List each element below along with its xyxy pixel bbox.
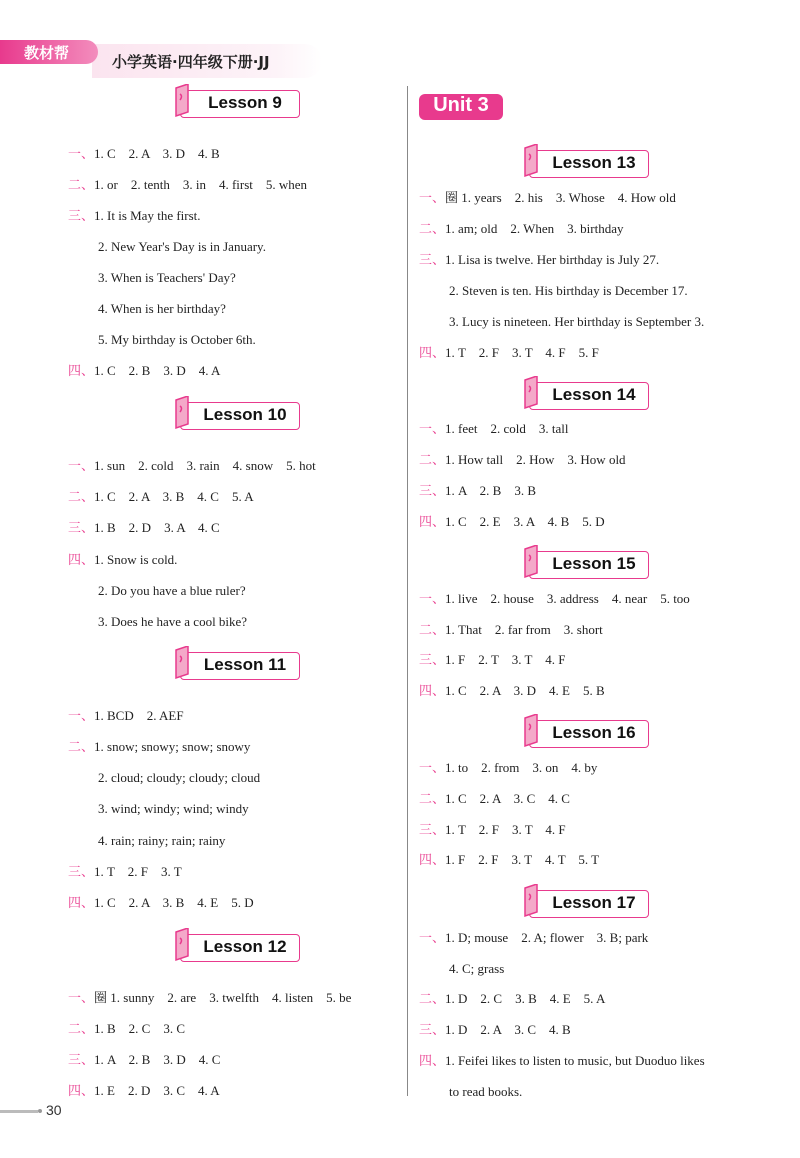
footer-rule [0, 1110, 38, 1113]
column-divider [407, 86, 408, 1096]
answer-line: 4. C; grass [449, 961, 505, 976]
answer-line: 二、1. C 2. A 3. C 4. C [419, 791, 570, 807]
page-number: 30 [46, 1102, 62, 1118]
lesson-title: Lesson 11 [203, 655, 287, 674]
book-title: 小学英语·四年级下册·JJ [112, 53, 270, 71]
lesson-12-heading [174, 932, 299, 962]
answer-line: 3. When is Teachers' Day? [98, 270, 236, 285]
footer-dot [38, 1109, 42, 1113]
lesson-title: Lesson 14 [552, 385, 636, 404]
answer-line: 四、1. Snow is cold. [68, 552, 178, 568]
answer-line: 三、1. T 2. F 3. T [68, 864, 182, 880]
answer-line: 二、1. or 2. tenth 3. in 4. first 5. when [68, 177, 308, 193]
answer-line: 三、1. It is May the first. [68, 208, 201, 224]
answer-line: 三、1. F 2. T 3. T 4. F [419, 652, 566, 668]
answer-line: 二、1. That 2. far from 3. short [419, 622, 603, 638]
answer-line: 2. Do you have a blue ruler? [98, 583, 246, 598]
lesson-title: Lesson 17 [552, 893, 636, 912]
lesson-title: Lesson 15 [552, 554, 636, 573]
answer-line: 四、1. C 2. E 3. A 4. B 5. D [419, 514, 605, 530]
answer-line: 二、1. snow; snowy; snow; snowy [68, 739, 251, 755]
lesson-title: Lesson 12 [203, 937, 287, 956]
answer-line: 二、1. How tall 2. How 3. How old [419, 452, 626, 468]
lesson-9-heading [174, 88, 299, 118]
answer-line: 2. cloud; cloudy; cloudy; cloud [98, 770, 261, 785]
answer-line: 二、1. C 2. A 3. B 4. C 5. A [68, 489, 254, 505]
answer-line: 4. When is her birthday? [98, 301, 226, 316]
brand-label: 教材帮 [24, 44, 70, 62]
book-icon [523, 884, 541, 918]
answer-line: 4. rain; rainy; rain; rainy [98, 833, 226, 848]
answer-line: 二、1. D 2. C 3. B 4. E 5. A [419, 991, 606, 1007]
book-icon [523, 376, 541, 410]
answer-line: 2. Steven is ten. His birthday is December 17. [449, 283, 688, 298]
answer-line: 3. Does he have a cool bike? [98, 614, 248, 629]
answer-line: 一、1. sun 2. cold 3. rain 4. snow 5. hot [68, 458, 316, 474]
answer-line: 二、1. am; old 2. When 3. birthday [419, 221, 624, 237]
lesson-11-heading [174, 650, 299, 680]
answer-line: 三、1. B 2. D 3. A 4. C [68, 520, 220, 536]
answer-line: 三、1. T 2. F 3. T 4. F [419, 822, 566, 838]
answer-line: to read books. [449, 1084, 523, 1099]
answer-line: 四、1. C 2. B 3. D 4. A [68, 363, 221, 379]
unit-title: Unit 3 [433, 94, 489, 116]
unit-badge [419, 94, 503, 120]
answer-line: 2. New Year's Day is in January. [98, 239, 266, 254]
answer-line: 一、1. BCD 2. AEF [68, 708, 184, 724]
answer-line: 一、1. D; mouse 2. A; flower 3. B; park [419, 930, 649, 946]
answer-line: 四、1. C 2. A 3. B 4. E 5. D [68, 895, 254, 911]
answer-line: 一、1. feet 2. cold 3. tall [419, 421, 569, 437]
answer-line: 5. My birthday is October 6th. [98, 332, 256, 347]
answer-line: 一、1. to 2. from 3. on 4. by [419, 760, 598, 776]
book-title-bar [92, 44, 322, 78]
lesson-10-heading [174, 400, 299, 430]
answer-line: 四、1. E 2. D 3. C 4. A [68, 1083, 220, 1099]
answer-line: 四、1. Feifei likes to listen to music, but Duoduo likes [419, 1053, 705, 1069]
book-icon [523, 545, 541, 579]
lesson-title: Lesson 10 [203, 405, 287, 424]
book-icon [174, 646, 192, 680]
book-icon [523, 714, 541, 748]
answer-line: 三、1. A 2. B 3. B [419, 483, 537, 499]
answer-line: 一、圈 1. sunny 2. are 3. twelfth 4. listen 5. be [68, 990, 352, 1006]
answer-line: 四、1. C 2. A 3. D 4. E 5. B [419, 683, 605, 699]
answer-line: 二、1. B 2. C 3. C [68, 1021, 186, 1037]
answer-line: 一、1. live 2. house 3. address 4. near 5. too [419, 591, 690, 607]
answer-line: 四、1. T 2. F 3. T 4. F 5. F [419, 345, 599, 361]
lesson-16-heading [523, 718, 648, 748]
book-icon [523, 144, 541, 178]
answer-line: 三、1. D 2. A 3. C 4. B [419, 1022, 571, 1038]
answer-line: 3. Lucy is nineteen. Her birthday is September 3. [449, 314, 705, 329]
answer-line: 三、1. Lisa is twelve. Her birthday is July 27. [419, 252, 660, 268]
answer-line: 一、1. C 2. A 3. D 4. B [68, 146, 220, 162]
answer-line: 一、圈 1. years 2. his 3. Whose 4. How old [419, 190, 676, 206]
answer-line: 3. wind; windy; wind; windy [98, 801, 249, 816]
book-icon [174, 396, 192, 430]
lesson-title: Lesson 16 [552, 723, 636, 742]
lesson-15-heading [523, 549, 648, 579]
lesson-17-heading [523, 888, 648, 918]
answer-line: 三、1. A 2. B 3. D 4. C [68, 1052, 221, 1068]
brand-tab [0, 40, 98, 64]
book-icon [174, 928, 192, 962]
answer-line: 四、1. F 2. F 3. T 4. T 5. T [419, 852, 600, 868]
lesson-title: Lesson 13 [552, 153, 636, 172]
lesson-title: Lesson 9 [208, 93, 282, 112]
lesson-14-heading [523, 380, 648, 410]
lesson-13-heading [523, 148, 648, 178]
book-icon [174, 84, 192, 118]
